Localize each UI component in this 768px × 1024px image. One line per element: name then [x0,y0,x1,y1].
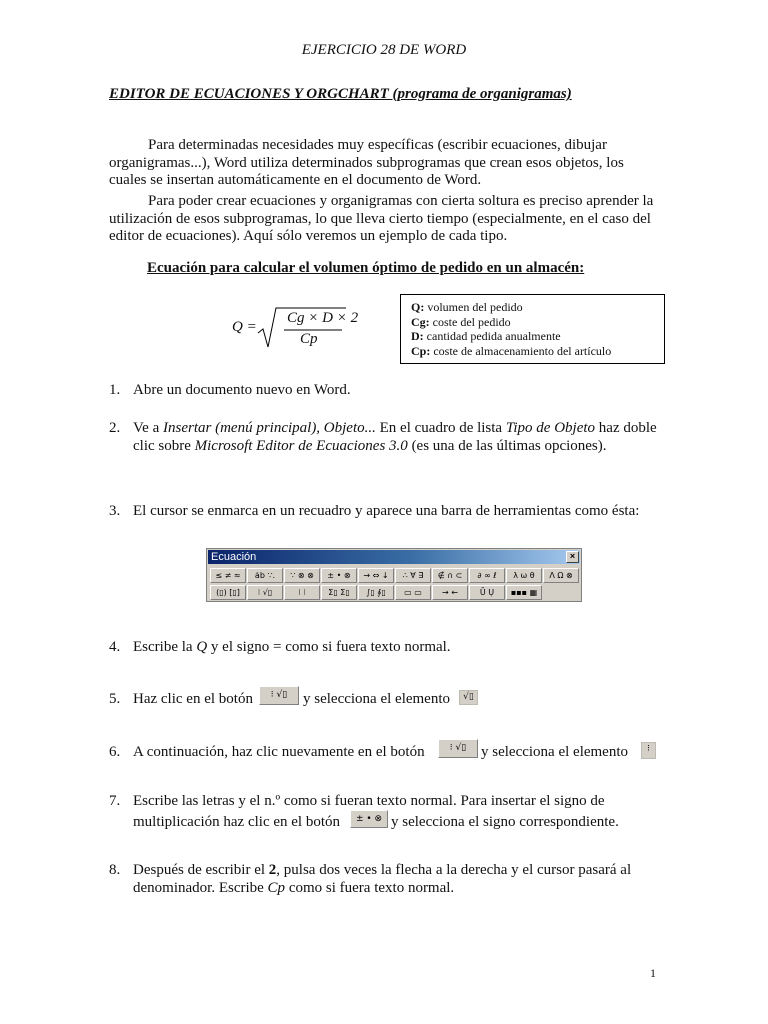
toolbar-button[interactable]: Σ▯ Σ▯ [321,585,357,600]
close-icon[interactable]: × [566,551,579,563]
variable-legend [400,294,665,364]
toolbar-button[interactable]: ∵ ⊗ ⊗ [284,568,320,583]
toolbar-button[interactable]: ⁝ ⁝ [284,585,320,600]
toolbar-button[interactable]: Ū Ụ [469,585,505,600]
radical-element-icon: √▯ [459,690,478,705]
operator-symbols-button[interactable]: ± • ⊗ [350,810,388,828]
equation-denominator: Cp [300,331,318,347]
equation-numerator: Cg × D × 2 [287,310,359,326]
document-subtitle: EDITOR DE ECUACIONES Y ORGCHART (programa de organigramas) [109,86,572,102]
legend-row: Q: volumen del pedido [411,300,523,314]
fraction-element-icon: ⁝ [641,742,656,759]
equation-heading: Ecuación para calcular el volumen óptimo de pedido en un almacén: [147,260,585,276]
legend-row: D: cantidad pedida anualmente [411,329,561,343]
toolbar-button[interactable]: ≤ ≠ ≈ [210,568,246,583]
toolbar-button[interactable]: λ ω θ [506,568,542,583]
page-number: 1 [650,966,656,980]
legend-row: Cg: coste del pedido [411,314,511,329]
toolbar-title: Ecuación [208,550,580,564]
toolbar-button[interactable]: ∉ ∩ ⊂ [432,568,468,583]
toolbar-button[interactable]: ▪▪▪ ▦ [506,585,542,600]
toolbar-button[interactable]: ▭ ▭ [395,585,431,600]
intro-paragraph-1: Para determinadas necesidades muy específicas (escribir ecuaciones, dibujar organigramas...), Word utiliza determinados subprogramas que crean esos objetos, los cuales se insertan automáticamente en el documento de Word. [109,137,624,188]
toolbar-button[interactable]: → ⇔ ↓ [358,568,394,583]
equation-formula [230,303,359,353]
fraction-radical-templates-button[interactable]: ⁝ √▯ [438,739,478,758]
toolbar-button[interactable]: → ← [432,585,468,600]
toolbar-button[interactable]: ± • ⊗ [321,568,357,583]
equation-lhs: Q = [232,319,257,335]
legend-row: Cp: coste de almacenamiento del artículo [411,343,612,358]
toolbar-button[interactable]: ∂ ∞ ℓ [469,568,505,583]
toolbar-button[interactable]: (▯) [▯] [210,585,246,600]
equation-toolbar [206,548,582,602]
toolbar-button[interactable]: Λ Ω ⊗ [543,568,579,583]
toolbar-button[interactable]: ȧb ∵. [247,568,283,583]
toolbar-button[interactable]: ∴ ∀ ∃ [395,568,431,583]
intro-paragraph-2: Para poder crear ecuaciones y organigramas con cierta soltura es preciso aprender la utilización de esos subprogramas, lo que lleva cierto tiempo (especialmente, en el caso del editor de ecuaciones). Aquí sólo veremos un ejemplo de cada tipo. [109,193,654,244]
toolbar-button[interactable]: ∫▯ ∮▯ [358,585,394,600]
document-title: EJERCICIO 28 DE WORD [301,42,467,58]
toolbar-button[interactable]: ⁝ √▯ [247,585,283,600]
document-page: EJERCICIO 28 DE WORD EDITOR DE ECUACIONES Y ORGCHART (programa de organigramas) Para determinadas necesidades muy específicas (escribir ecuaciones, dibujar organigramas...), Word utiliza determinados subprogramas que crean esos objetos, los cuales se insertan automáticamente en el documento de Word. Para poder crear ecuaciones y organigramas con cierta soltura es preciso aprender la utilización de esos subprogramas, lo que lleva cierto tiempo (especialmente, en el caso del editor de ecuaciones). Aquí sólo veremos un ejemplo de cada tipo. Ecuación para calcular el volumen óptimo de pedido en un almacén: Q = Cg × D × 2 Cp Q: volumen del pedido Cg: coste del pedido D: cantidad pedida anualmente Cp: coste de almacenamiento del artículo 1. Abre un documento nuevo en Word. 2. Ve a Insertar (menú principal), Objeto... En el cuadro de lista Tipo de Objeto haz doble clic sobre Microsoft Editor de Ecuaciones 3.0 (es una de las últimas opciones). 3. El cursor se enmarca en un recuadro y aparece una barra de herramientas como ésta: Ecuación × ≤ ≠ ≈ ȧb ∵. ∵ ⊗ ⊗ ± • ⊗ → ⇔ ↓ ∴ ∀ ∃ ∉ ∩ ⊂ ∂ ∞ ℓ λ ω θ Λ Ω ⊗ (▯) [▯] ⁝ √▯ ⁝ ⁝ Σ▯ Σ▯ ∫▯ ∮▯ ▭ ▭ → ← Ū Ụ ▪▪▪ ▦ 4. Escribe la Q y el signo = como si fuera texto normal. 5. Haz clic en el botón ⁝ √▯ y selecciona el elemento √▯ 6. A continuación, haz clic nuevamente en el botón ⁝ √▯ y selecciona el elemento ⁝ 7. Escribe las letras y el n.º como si fueran texto normal. Para insertar el signo de multiplicación haz clic en el botón ± • ⊗ y selecciona el signo correspondiente. 8. Después de escribir el 2, pulsa dos veces la flecha a la derecha y el cursor pasará al denominador. Escribe Cp como si fuera texto normal. 1 [0,0,768,1024]
fraction-radical-templates-button[interactable]: ⁝ √▯ [259,686,299,705]
